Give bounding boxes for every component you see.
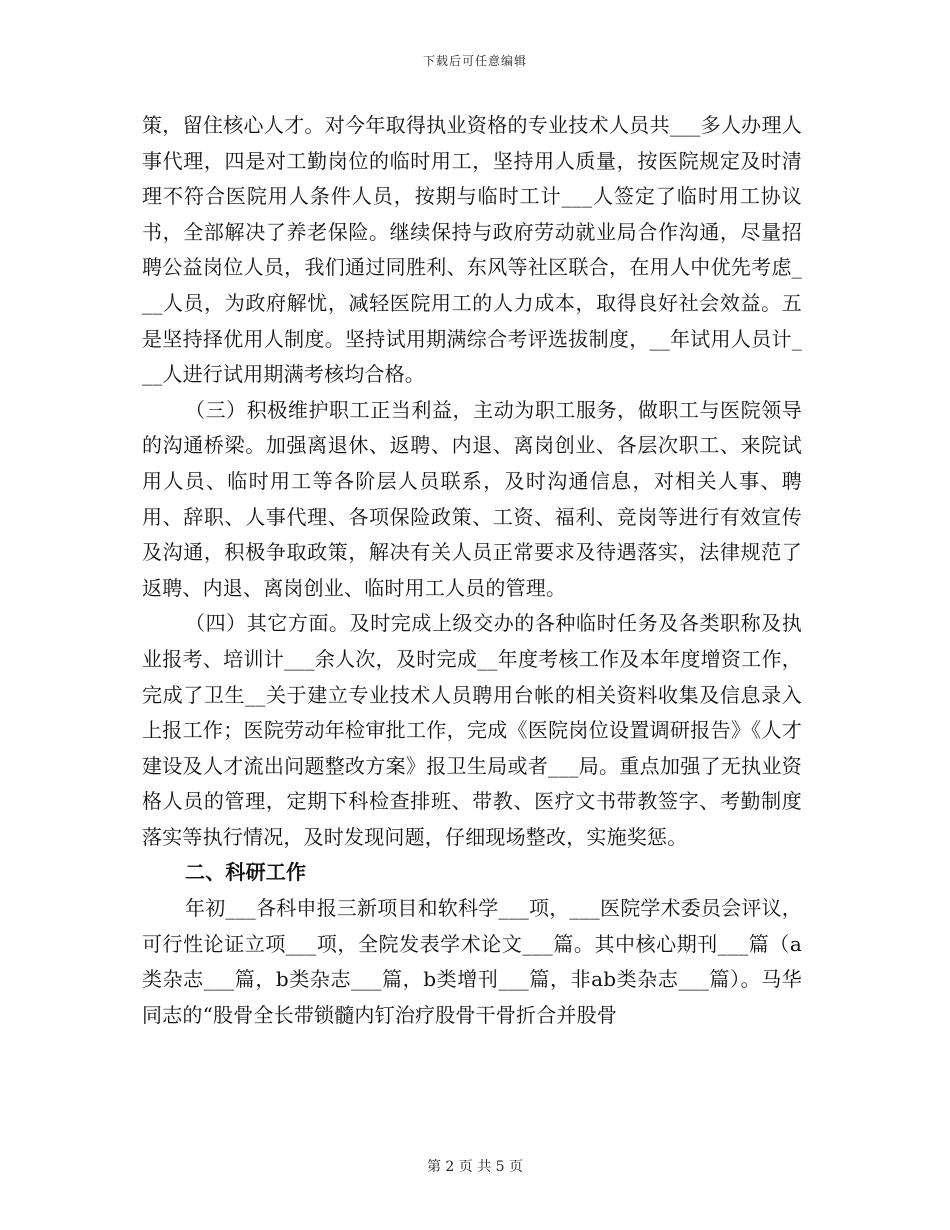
section-heading-research: 二、科研工作 xyxy=(185,860,307,885)
paragraph-research: 年初___各科申报三新项目和软科学___项，___医院学术委员会评议，可行性论证立项___项，全院发表学术论文___篇。其中核心期刊___篇（a类杂志___篇，b类杂志___篇，b类增刊___篇，非ab类杂志___篇）。马华同志的“股骨全长带锁髓内钉治疗股骨干骨折合并股骨 xyxy=(142,896,802,1027)
paragraph-employee-rights: （三）积极维护职工正当利益，主动为职工服务，做职工与医院领导的沟通桥梁。加强离退休、返聘、内退、离岗创业、各层次职工、来院试用人员、临时用工等各阶层人员联系，及时沟通信息，对相关人事、聘用、辞职、人事代理、各项保险政策、工资、福利、竞岗等进行有效宣传及沟通，积极争取政策，解决有关人员正常要求及待遇落实，法律规范了返聘、内退、离岗创业、临时用工人员的管理。 xyxy=(142,397,802,600)
document-body xyxy=(142,108,802,1033)
page-header: 下载后可任意编辑 xyxy=(422,54,527,68)
paragraph-personnel-continued: 策，留住核心人才。对今年取得执业资格的专业技术人员共___多人办理人事代理，四是对工勤岗位的临时用工，坚持用人质量，按医院规定及时清理不符合医院用人条件人员，按期与临时工计___人签定了临时用工协议书，全部解决了养老保险。继续保持与政府劳动就业局合作沟通，尽量招聘公益岗位人员，我们通过同胜利、东风等社区联合，在用人中优先考虑___人员，为政府解忧，减轻医院用工的人力成本，取得良好社会效益。五是坚持择优用人制度。坚持试用期满综合考评选拔制度，__年试用人员计___人进行试用期满考核均合格。 xyxy=(142,113,802,387)
page-footer: 第 2 页 共 5 页 xyxy=(426,1159,524,1175)
paragraph-other-aspects: （四）其它方面。及时完成上级交办的各种临时任务及各类职称及执业报考、培训计___余人次，及时完成__年度考核工作及本年度增资工作，完成了卫生__关于建立专业技术人员聘用台帐的相关资料收集及信息录入上报工作；医院劳动年检审批工作，完成《医院岗位设置调研报告》《人才建设及人才流出问题整改方案》报卫生局或者___局。重点加强了无执业资格人员的管理，定期下科检查排班、带教、医疗文书带教签字、考勤制度落实等执行情况，及时发现问题，仔细现场整改，实施奖惩。 xyxy=(142,611,802,849)
